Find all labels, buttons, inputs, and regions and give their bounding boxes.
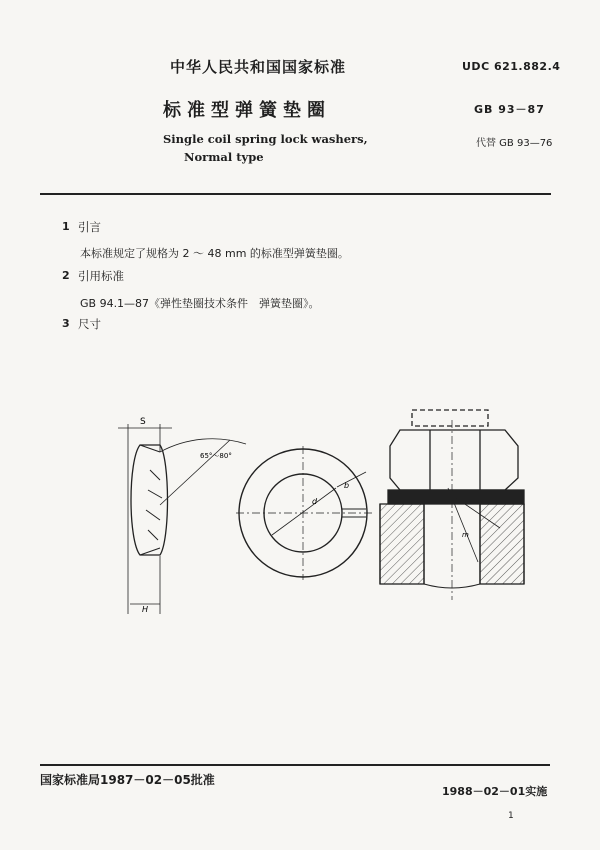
- dimension-label-h: H: [142, 605, 149, 614]
- section-1-number: 1: [62, 220, 70, 233]
- standard-number: GB 93－87: [474, 103, 545, 116]
- document-title-english-line2: Normal type: [184, 150, 264, 164]
- replaces-note: 代替 GB 93—76: [476, 138, 553, 149]
- section-2-number: 2: [62, 269, 70, 282]
- dimension-label-b: b: [344, 481, 350, 490]
- section-3-number: 3: [62, 317, 70, 330]
- section-1-body: 本标准规定了规格为 2 ～ 48 mm 的标准型弹簧垫圈。: [80, 247, 349, 260]
- dimension-label-d: d: [312, 497, 318, 506]
- section-2-body: GB 94.1—87《弹性垫圈技术条件 弹簧垫圈》。: [80, 297, 320, 310]
- document-title-english-line1: Single coil spring lock washers,: [163, 132, 368, 146]
- footer-divider: [40, 764, 550, 766]
- bolt-assembly-view: [380, 410, 524, 600]
- document-title-chinese: 标准型弹簧垫圈: [163, 100, 331, 121]
- section-2-title: 引用标准: [78, 269, 124, 283]
- dimension-label-s: S: [140, 417, 146, 427]
- angle-label: 65°～80°: [200, 452, 232, 460]
- dimension-label-m: m: [462, 531, 469, 539]
- implementation-date: 1988－02－01实施: [442, 785, 548, 798]
- udc-code: UDC 621.882.4: [462, 60, 561, 73]
- page-number: 1: [508, 811, 514, 821]
- issuing-organization: 中华人民共和国国家标准: [170, 58, 347, 76]
- washer-front-view: [236, 446, 372, 580]
- section-1-title: 引言: [78, 220, 101, 234]
- approval-date: 国家标准局1987－02－05批准: [40, 773, 215, 787]
- section-3-title: 尺寸: [78, 317, 101, 331]
